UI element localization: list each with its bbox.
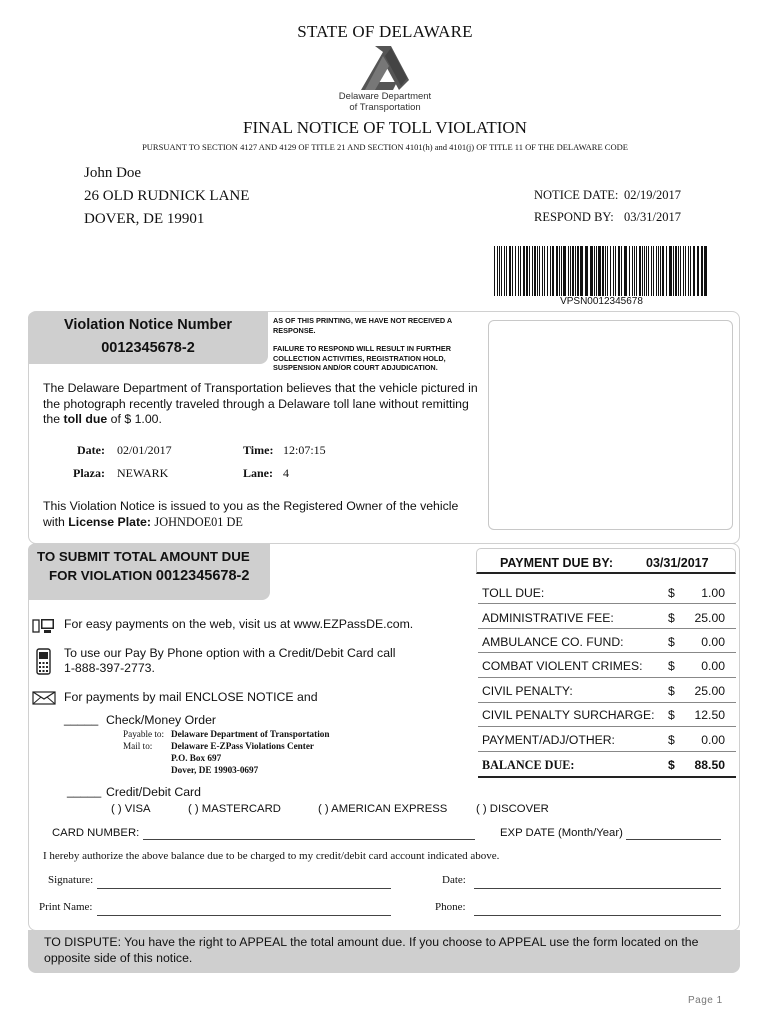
payment-due-label: PAYMENT DUE BY: xyxy=(500,556,613,570)
amex-option[interactable]: ( ) AMERICAN EXPRESS xyxy=(318,803,448,815)
fee-label: COMBAT VIOLENT CRIMES: xyxy=(482,659,643,673)
submit-heading-prefix: FOR VIOLATION xyxy=(49,568,156,583)
fee-label: CIVIL PENALTY: xyxy=(482,684,573,698)
deldot-logo xyxy=(330,46,440,116)
notice-title: FINAL NOTICE OF TOLL VIOLATION xyxy=(243,118,527,137)
submit-heading-line2 xyxy=(49,568,249,584)
envelope-icon xyxy=(32,691,56,705)
belief-text-body: The Delaware Department of Transportation believes that the vehicle pictured in the photograph recently traveled through a Delaware toll lane without remitting the xyxy=(43,381,478,426)
respond-by-date: 03/31/2017 xyxy=(624,210,681,224)
fee-label: ADMINISTRATIVE FEE: xyxy=(482,611,614,625)
violation-plaza: NEWARK xyxy=(117,466,169,480)
fee-amount: 0.00 xyxy=(701,659,725,673)
page-number: Page 1 xyxy=(688,995,723,1006)
barcode-icon xyxy=(494,246,709,296)
belief-text xyxy=(43,381,483,428)
mail-to-line3: Dover, DE 19903-0697 xyxy=(171,765,259,775)
pursuant-text: PURSUANT TO SECTION 4127 AND 4129 OF TITLE 21 AND SECTION 4101(h) and 4101(j) OF TITLE 11 OF THE DELAWARE CODE xyxy=(142,142,628,152)
license-plate: JOHNDOE01 DE xyxy=(154,514,243,529)
fee-divider xyxy=(478,726,736,727)
recipient-street: 26 OLD RUDNICK LANE xyxy=(84,188,250,204)
signature-label: Signature: xyxy=(48,874,94,886)
registered-owner-text xyxy=(43,499,483,530)
card-number-label: CARD NUMBER: xyxy=(52,827,140,839)
fee-currency: $ xyxy=(668,659,675,673)
lane-label: Lane: xyxy=(243,466,273,480)
fee-label: PAYMENT/ADJ/OTHER: xyxy=(482,733,615,747)
fee-label: CIVIL PENALTY SURCHARGE: xyxy=(482,708,655,722)
fee-currency: $ xyxy=(668,635,675,649)
fee-divider xyxy=(478,702,736,703)
phone-number: 1-888-397-2773. xyxy=(64,661,155,675)
web-payment-text: For easy payments on the web, visit us at www.EZPassDE.com. xyxy=(64,617,414,631)
mastercard-option[interactable]: ( ) MASTERCARD xyxy=(188,803,281,815)
phone-icon xyxy=(36,648,52,676)
print-name-field[interactable] xyxy=(97,915,391,916)
mail-to-label: Mail to: xyxy=(123,741,153,751)
violation-date: 02/01/2017 xyxy=(117,443,172,457)
balance-due-amount: 88.50 xyxy=(694,758,725,772)
violation-number: 0012345678-2 xyxy=(101,340,195,356)
issued-text-body: This Violation Notice is issued to you as the Registered Owner of the vehicle with xyxy=(43,499,459,529)
fee-currency: $ xyxy=(668,611,675,625)
fee-label: AMBULANCE CO. FUND: xyxy=(482,635,624,649)
print-name-label: Print Name: xyxy=(39,901,93,913)
respond-by-label: RESPOND BY: xyxy=(534,210,614,224)
dispute-text: TO DISPUTE: You have the right to APPEAL the total amount due. If you choose to APPEAL use the form located on the opposite side of this notice. xyxy=(44,935,699,965)
authorization-text: I hereby authorize the above balance due to be charged to my credit/debit card account indicated above. xyxy=(43,850,500,862)
credit-debit-card-label: Credit/Debit Card xyxy=(106,785,201,799)
mail-to-line2: P.O. Box 697 xyxy=(171,753,222,763)
license-plate-label: License Plate: xyxy=(68,514,151,529)
balance-due-currency: $ xyxy=(668,758,675,772)
failure-warning: FAILURE TO RESPOND WILL RESULT IN FURTHER COLLECTION ACTIVITIES, REGISTRATION HOLD, SUSPENSION AND/OR COURT ADJUDICATION. xyxy=(273,344,451,372)
toll-due-amount-text: of $ 1.00. xyxy=(107,412,162,426)
fee-amount: 12.50 xyxy=(694,708,725,722)
no-response-warning: AS OF THIS PRINTING, WE HAVE NOT RECEIVED A RESPONSE. xyxy=(273,316,452,335)
exp-date-field[interactable] xyxy=(626,839,721,840)
fee-divider xyxy=(478,677,736,678)
fee-currency: $ xyxy=(668,586,675,600)
dept-name-line2: of Transportation xyxy=(349,102,421,113)
check-money-order-label: Check/Money Order xyxy=(106,713,217,727)
signature-date-label: Date: xyxy=(442,874,466,886)
recipient-city: DOVER, DE 19901 xyxy=(84,211,205,227)
discover-option[interactable]: ( ) DISCOVER xyxy=(476,803,549,815)
balance-due-label: BALANCE DUE: xyxy=(482,758,575,772)
signature-date-field[interactable] xyxy=(474,888,721,889)
fee-currency: $ xyxy=(668,733,675,747)
mail-to-line1: Delaware E-ZPass Violations Center xyxy=(171,741,314,751)
fee-divider xyxy=(478,603,736,604)
barcode-text: VPSN0012345678 xyxy=(560,296,643,307)
phone-label: Phone: xyxy=(435,901,466,913)
time-label: Time: xyxy=(243,443,274,457)
card-number-field[interactable] xyxy=(143,839,475,840)
visa-option[interactable]: ( ) VISA xyxy=(111,803,151,815)
card-blank[interactable]: _____ xyxy=(67,784,102,798)
dept-name-line1: Delaware Department xyxy=(338,91,432,102)
signature-field[interactable] xyxy=(97,888,391,889)
fee-divider xyxy=(478,652,736,653)
mail-payment-text: For payments by mail ENCLOSE NOTICE and xyxy=(64,690,318,704)
payable-to: Delaware Department of Transportation xyxy=(171,729,330,739)
violation-number-label: Violation Notice Number xyxy=(63,317,233,333)
vehicle-photo-box xyxy=(488,320,733,530)
fee-amount: 0.00 xyxy=(701,635,725,649)
phone-payment-text: To use our Pay By Phone option with a Credit/Debit Card call xyxy=(64,646,396,660)
state-title: STATE OF DELAWARE xyxy=(297,22,473,41)
payment-due-date: 03/31/2017 xyxy=(646,556,709,570)
fee-amount: 25.00 xyxy=(694,684,725,698)
submit-heading-line1: TO SUBMIT TOTAL AMOUNT DUE xyxy=(37,549,250,564)
balance-divider xyxy=(478,776,736,778)
violation-time: 12:07:15 xyxy=(283,443,326,457)
plaza-label: Plaza: xyxy=(73,466,105,480)
fee-divider xyxy=(478,751,736,752)
check-blank[interactable]: _____ xyxy=(64,712,99,726)
fee-amount: 0.00 xyxy=(701,733,725,747)
fee-divider xyxy=(478,628,736,629)
fee-label: TOLL DUE: xyxy=(482,586,545,600)
fee-amount: 1.00 xyxy=(701,586,725,600)
exp-date-label: EXP DATE (Month/Year) xyxy=(500,827,623,839)
notice-date-label: NOTICE DATE: xyxy=(534,188,619,202)
violation-lane: 4 xyxy=(283,466,289,480)
deldot-logo-icon xyxy=(361,46,409,90)
date-label: Date: xyxy=(77,443,105,457)
toll-due-label: toll due xyxy=(63,412,108,426)
fee-amount: 25.00 xyxy=(694,611,725,625)
payable-to-label: Payable to: xyxy=(123,729,165,739)
submit-violation-number: 0012345678-2 xyxy=(155,568,250,584)
fee-currency: $ xyxy=(668,708,675,722)
recipient-address xyxy=(84,162,249,231)
computer-icon xyxy=(32,618,56,634)
notice-date: 02/19/2017 xyxy=(624,188,681,202)
fee-currency: $ xyxy=(668,684,675,698)
notice-dates xyxy=(534,184,681,228)
recipient-name: John Doe xyxy=(84,165,142,181)
phone-field[interactable] xyxy=(474,915,721,916)
